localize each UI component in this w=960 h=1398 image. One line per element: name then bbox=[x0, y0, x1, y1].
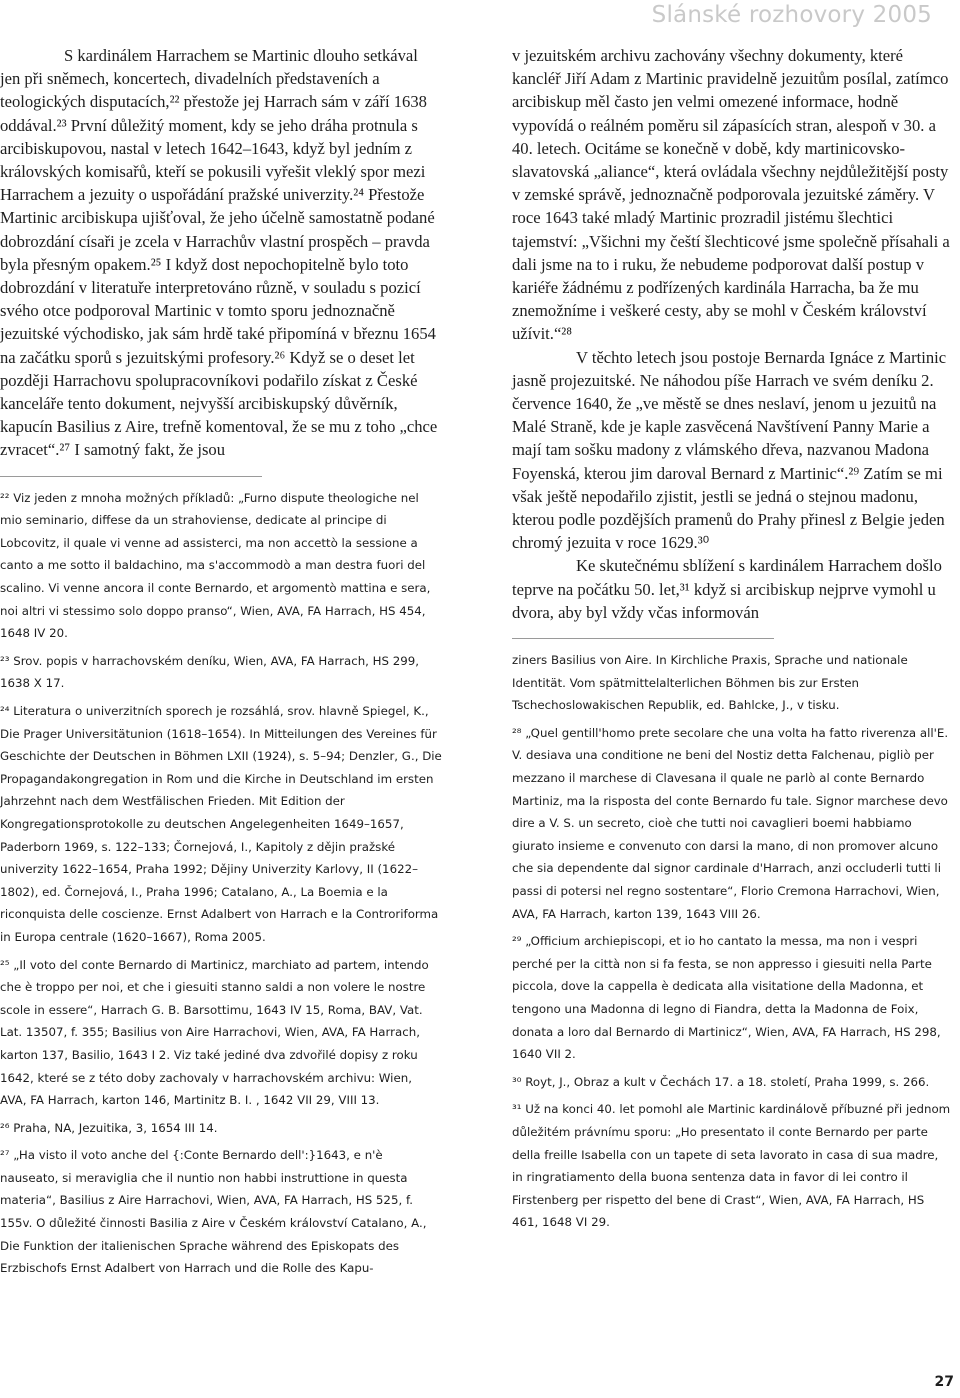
body-paragraph: V těchto letech jsou postoje Bernarda Ignáce z Martinic jasně projezuitské. Ne náhodou píše Harrach ve svém deníku 2. července 1640, že „ve městě se dnes neslaví, jenom u jezuitů na Malé Straně, kde je kaple zasvěcená Navštívení Panny Marie a mají tam sošku madony z vlámského dřeva, nazvanou Madona Foyenská, kterou jim daroval Bernard z Martinic“.²⁹ Zatím se mi však ještě nepodařilo zjistit, jestli se jedná o stejnou madonu, kterou podle pozdějších pramenů do Prahy přinesl z Belgie jeden chromý jezuita v roce 1629.³⁰ bbox=[512, 347, 947, 553]
footnote-continuation: ziners Basilius von Aire. In Kirchliche Praxis, Sprache und nationale Identität. Vom spätmittelalterlichen Böhmen bis zur Ersten Tschechoslowakischen Republik, ed. Bahlcke, J., v tisku. bbox=[512, 653, 908, 713]
footnotes-left bbox=[0, 487, 442, 1280]
running-header: Slánské rozhovory 2005 bbox=[651, 2, 932, 28]
footnote-29: ²⁹ „Officium archiepiscopi, et io ho cantato la messa, ma non i vespri perché per la città non si fa festa, se non appresso i giesuiti nella Parte piccola, dove la cappella è dedicata alla visitatione della Madonna, et tengono una Madonna di legno di Fiandra, detta la Madonna de Foix, donata a loro dal Bernardo di Martinicz“, Wien, AVA, FA Harrach, HS 298, 1640 VII 2. bbox=[512, 934, 941, 1062]
footnote-25: ²⁵ „Il voto del conte Bernardo di Martinicz, marchiato ad partem, intendo che è troppo per noi, et che i giesuiti stanno saldi a non volere le nostre scole in essere“, Harrach G. B. Barsottimu, 1643 IV 15, Roma, BAV, Vat. Lat. 13507, f. 355; Basilius von Aire Harrachovi, Wien, AVA, FA Harrach, karton 137, Basilio, 1643 I 2. Viz také jediné dva zdvořilé dopisy z roku 1642, které se z této doby zachovaly v harrachovském archivu: Wien, AVA, FA Harrach, karton 146, Martinitz B. I. , 1642 VII 29, VIII 13. bbox=[0, 957, 429, 1108]
left-column bbox=[0, 44, 442, 1285]
footnote-30: ³⁰ Royt, J., Obraz a kult v Čechách 17. a 18. století, Praha 1999, s. 266. bbox=[512, 1074, 930, 1089]
footnote-31: ³¹ Už na konci 40. let pomohl ale Martinic kardinálově příbuzné při jednom důležitém právnímu sporu: „Ho presentato il conte Bernardo per parte della freille Isabella con un tapete di seta lavorato in casa di sua madre, in ringratiamento della buona sentenza data in favor di lei contro il Firstenberg per rispetto del bene di Crast“, Wien, AVA, FA Harrach, HS 461, 1648 VI 29. bbox=[512, 1102, 951, 1230]
footnote-separator bbox=[512, 638, 774, 639]
body-paragraph: Ke skutečnému sblížení s kardinálem Harrachem došlo teprve na počátku 50. let,³¹ když si arcibiskup nejprve vymohl u dvora, aby byl vždy včas informován bbox=[512, 556, 942, 622]
footnote-23: ²³ Srov. popis v harrachovském deníku, Wien, AVA, FA Harrach, HS 299, 1638 X 17. bbox=[0, 653, 420, 691]
footnotes-right bbox=[512, 649, 952, 1234]
body-paragraph: v jezuitském archivu zachovány všechny dokumenty, které kancléř Jiří Adam z Martinic pravidelně jezuitům posílal, zatímco arcibiskup měl často jen velmi omezené informace, hodně vypovídá o reálném poměru sil zápasících stran, alespoň v 30. a 40. letech. Ocitáme se konečně v době, kdy martinicovsko-slavatovská „aliance“, která ovládala všechny nejdůležitější posty v zemské správě, jednoznačně podporovala jezuitské záměry. V roce 1643 také mladý Martinic prozradil jistému šlechtici tajemství: „Všichni my čeští šlechticové jsme společně přísahali a dali jsme na to i ruku, že nebudeme podporovat další postup v kariéře žádnému z podřízených kardinála Harracha, ba že mu znemožníme i veškeré cesty, aby se mohl v Českém království užívit.“²⁸ bbox=[512, 46, 950, 344]
body-paragraph: S kardinálem Harrachem se Martinic dlouho setkával jen při sněmech, koncertech, divadelních představeních a teologických disputacích,²² přestože jej Harrach sám v září 1638 oddával.²³ První důležitý moment, kdy se jeho dráha protnula s arcibiskupovou, nastal v letech 1642–1643, když byl jedním z královských komisařů, kteří se pokusili vyřešit vleklý spor mezi Harrachem a jezuity o uspořádání pražské univerzity.²⁴ Přestože Martinic arcibiskupa ujišťoval, že jeho účelně samostatně podané dobrozdání císaři je zcela v Harrachův vlastní prospěch – pravda byla přesným opakem.²⁵ I když dost nepochopitelně bylo toto dobrozdání v literatuře interpretováno různě, v souladu s pozicí svého otce podporoval Martinic v tomto sporu jednoznačně jezuitské východisko, jak sám hrdě také připomíná v březnu 1654 na začátku sporů s jezuitskými profesory.²⁶ Když se o deset let později Harrachovu spolupracovníkovi podařilo získat z České kanceláře tento dokument, nejvyšší arcibiskupský důvěrník, kapucín Basilius z Aire, trefně komentoval, že se mu z toho „chce zvracet“.²⁷ I samotný fakt, že jsou bbox=[0, 46, 438, 460]
right-column bbox=[512, 44, 952, 1239]
footnote-separator bbox=[0, 476, 262, 477]
footnote-22: ²² Viz jeden z mnoha možných příkladů: „Furno dispute theologiche nel mio seminario, diffese da un strahoviense, dedicate al principe di Lobcovitz, il quale vi venne ad assisterci, ma non accettò la sessione a canto a me sotto il baldachino, ma s'accommodò a man destra fuori del scalino. Vi venne ancora il conte Bernardo, et argomentò mattina e sera, noi altri vi stessimo solo doppo pranso“, Wien, AVA, FA Harrach, HS 454, 1648 IV 20. bbox=[0, 490, 431, 641]
footnote-24: ²⁴ Literatura o univerzitních sporech je rozsáhlá, srov. hlavně Spiegel, K., Die Prager Universitätunion (1618–1654). In Mitteilungen des Vereines für Geschichte der Deutschen in Böhmen LXII (1924), s. 5–94; Denzler, G., Die Propagandakongregation in Rom und die Kirche in Deutschland im ersten Jahrzehnt nach dem Westfälischen Frieden. Mit Edition der Kongregationsprotokolle zu deutschen Angelegenheiten 1649–1657, Paderborn 1969, s. 122–133; Čornejová, I., Kapitoly z dějin pražské univerzity 1622–1654, Praha 1992; Dějiny Univerzity Karlovy, II (1622–1802), ed. Čornejová, I., Praha 1996; Catalano, A., La Boemia e la riconquista delle coscienze. Ernst Adalbert von Harrach e la Controriforma in Europa centrale (1620–1667), Roma 2005. bbox=[0, 704, 442, 944]
footnote-26: ²⁶ Praha, NA, Jezuitika, 3, 1654 III 14. bbox=[0, 1120, 218, 1135]
page-number: 27 bbox=[934, 1374, 954, 1390]
footnote-28: ²⁸ „Quel gentill'homo prete secolare che una volta ha fatto riverenza all'E. V. desiava una conditione ne beni del Nostiz detta Falchenau, pigliò per mezzano il marchese di Clavesana il quale ne parlò al conte Bernardo Martiniz, ma la risposta del conte Bernardo fu tale. Signor marchese devo dire a V. S. un secreto, cioè che tutti noi cavaglieri boemi habbiamo giurato insieme e convenuto con darsi la mano, di non promover alcuno che sia dependente dal signor cardinale d'Harrach, anzi occluderli tutti li passi di potersi nel regno sostentare“, Florio Cremona Harrachovi, Wien, AVA, FA Harrach, karton 139, 1643 VIII 26. bbox=[512, 725, 949, 921]
footnote-27: ²⁷ „Ha visto il voto anche del {:Conte Bernardo dell':}1643, e n'è nauseato, si meraviglia che il nuntio non habbi instruttione in questa materia“, Basilius z Aire Harrachovi, Wien, AVA, FA Harrach, HS 525, f. 155v. O důležité činnosti Basilia z Aire v Českém království Catalano, A., Die Funktion der italienischen Sprache während des Episkopats des Erzbischofs Ernst Adalbert von Harrach und die Rolle des Kapu- bbox=[0, 1148, 427, 1276]
